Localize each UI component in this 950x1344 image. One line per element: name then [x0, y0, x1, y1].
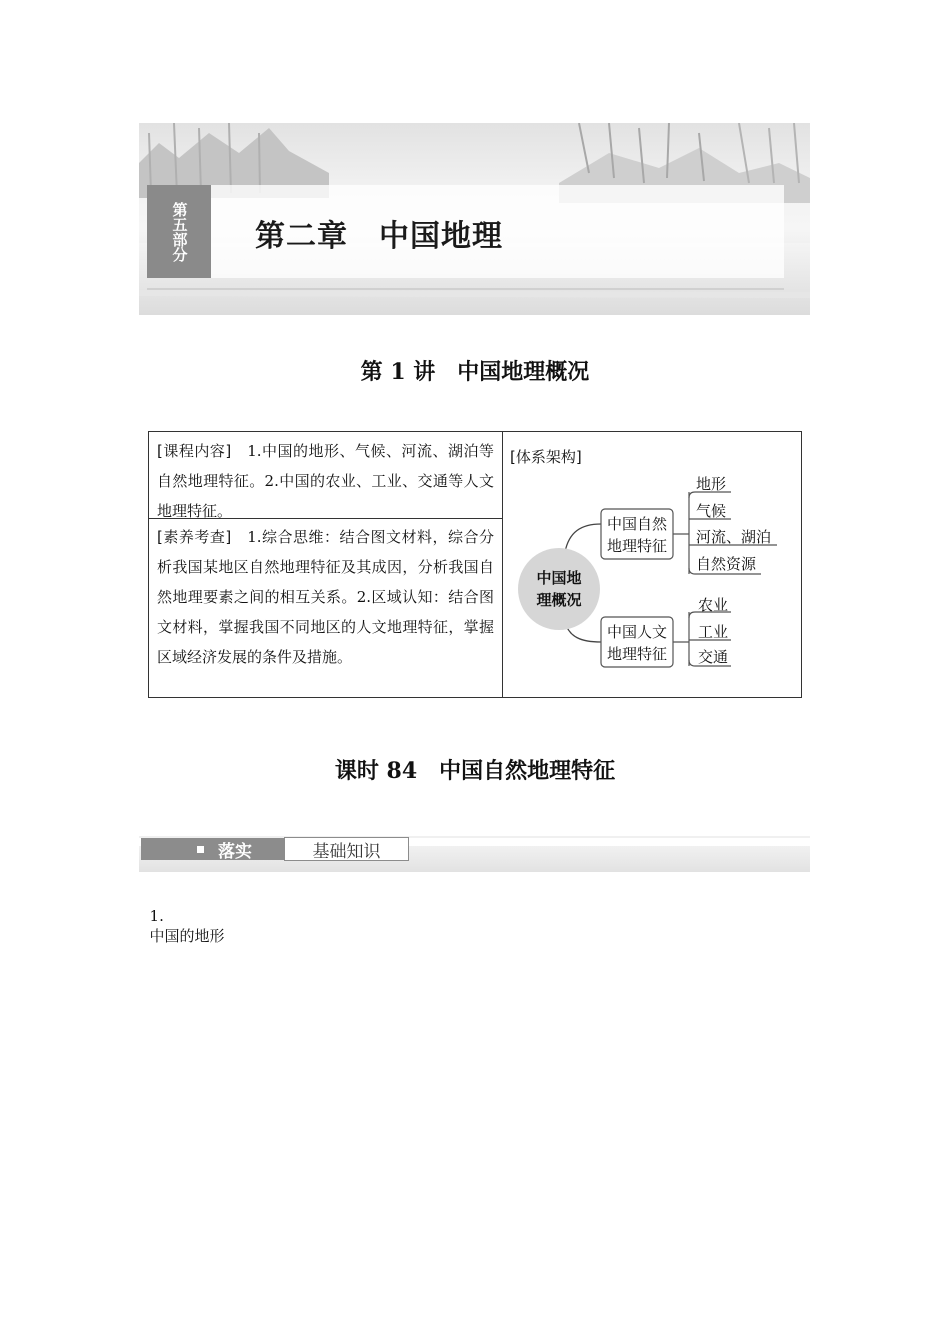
lecture-title: 第 1 讲 中国地理概况	[360, 359, 590, 385]
course-outline-table	[148, 431, 802, 698]
chapter-title: 第二章 中国地理	[255, 219, 503, 254]
literacy-text: 1.综合思维：结合图文材料，综合分析我国某地区自然地理特征及其成因，分析我国自然地理要素之间的相互关系。2.区域认知：结合图文材料，掌握我国不同地区的人文地理特征，掌握区域经济发展的条件及措施。	[157, 528, 494, 666]
center-node	[518, 548, 600, 630]
chapter-banner	[139, 123, 810, 315]
natural-node-line1: 中国自然	[606, 515, 668, 533]
natural-item-rivers-lakes: 河流、湖泊	[696, 528, 772, 546]
human-branch-lines	[673, 612, 689, 666]
human-item-agriculture: 农业	[698, 596, 729, 614]
list-item	[140, 889, 225, 946]
square-bullet-icon	[197, 846, 204, 853]
system-structure-label: [体系架构]	[510, 448, 582, 466]
human-node-line1: 中国人文	[606, 623, 668, 641]
center-label-line1: 中国地	[536, 569, 582, 587]
part-tag	[147, 185, 211, 278]
item-text: 中国的地形	[149, 927, 225, 945]
human-item-industry: 工业	[698, 623, 729, 641]
course-content-tag: [课程内容]	[157, 442, 232, 460]
human-item-transport: 交通	[698, 648, 729, 666]
literacy-cell	[149, 519, 502, 697]
human-node-line2: 地理特征	[606, 645, 668, 663]
banner-divider	[147, 288, 784, 290]
system-structure-cell	[503, 432, 801, 697]
course-content-cell	[149, 432, 502, 519]
literacy-tag: [素养考查]	[157, 528, 232, 546]
natural-item-landform: 地形	[696, 475, 727, 493]
natural-item-climate: 气候	[696, 502, 727, 520]
mindmap-diagram	[503, 432, 801, 697]
section-dark-label: 落实	[218, 841, 252, 862]
lesson-title: 课时 84 中国自然地理特征	[334, 758, 616, 784]
section-tag-dark	[141, 838, 284, 860]
natural-branch-lines	[673, 492, 689, 574]
section-header-bar	[139, 836, 810, 880]
section-light-label: 基础知识	[312, 841, 381, 862]
section-tag-light	[284, 837, 409, 861]
center-label-line2: 理概况	[536, 591, 582, 609]
natural-node-line2: 地理特征	[606, 537, 668, 555]
outline-left-column	[149, 432, 503, 697]
course-content-text: 1.中国的地形、气候、河流、湖泊等自然地理特征。2.中国的农业、工业、交通等人文地理特征。	[157, 442, 494, 520]
item-number: 1.	[149, 907, 164, 925]
connector-natural	[565, 524, 601, 552]
part-tag-label: 第五部分	[170, 201, 189, 262]
natural-item-resources: 自然资源	[696, 555, 757, 573]
